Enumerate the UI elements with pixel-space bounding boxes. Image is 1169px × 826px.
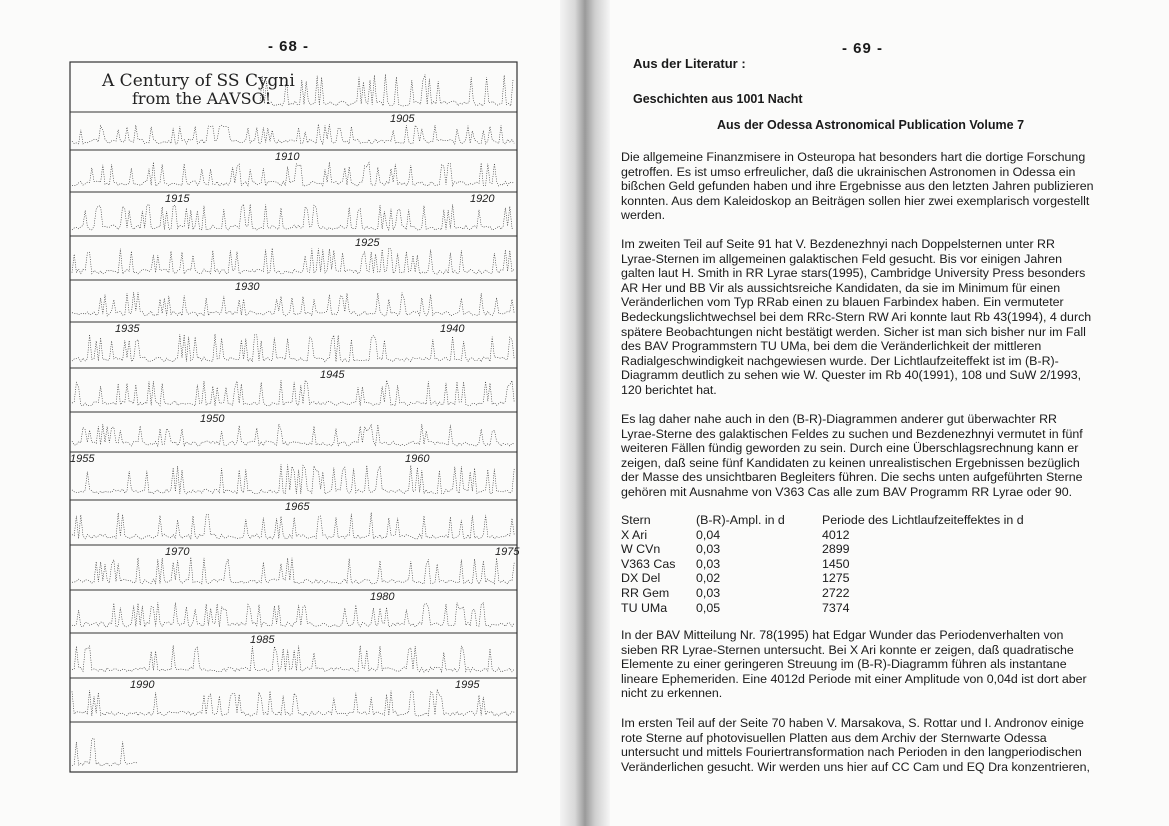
light-curve-strip [72,690,514,716]
text-line: sieben RR Lyrae-Sternen untersucht. Bei X Ari konnte er zeigen, daß quadratische [621,642,1074,657]
light-curve-strip [72,204,514,230]
ss-cygni-light-curve-chart [0,0,560,826]
article-title: Geschichten aus 1001 Nacht [633,92,803,106]
table-cell: 7374 [822,600,850,615]
text-line: weiteren Fällen fündig geworden zu sein. Durch eine Überschlagsrechnung kann er [621,441,1079,456]
star-table [621,513,1024,615]
table-row [621,528,1024,543]
text-line: werden. [621,208,666,223]
table-header-row [621,513,1024,528]
chart-subtitle: from the AAVSO! [132,89,272,108]
light-curve-strip [72,557,514,584]
light-curve-strip [72,380,514,406]
table-cell: 2899 [822,542,850,557]
table-cell: 0,05 [696,600,721,615]
text-line: Veränderlichen gesucht. Wir werden uns hier auf CC Cam und EQ Dra konzentrieren, [621,759,1091,774]
text-line: Es lag daher nahe auch in den (B-R)-Diagrammen anderer gut überwachter RR [621,412,1057,426]
table-cell: 0,03 [696,556,721,571]
text-line: Die allgemeine Finanzmisere in Osteuropa hat besonders hart die dortige Forschung [621,150,1086,164]
table-cell: 0,03 [696,542,721,557]
text-line: 120 berichtet hat. [621,382,717,397]
text-line: rote Sterne auf photovisuellen Platten aus dem Archiv der Sternwarte Odessa [621,730,1047,745]
text-line: untersucht und mittels Fouriertransformation nach Perioden in den langperiodischen [621,745,1082,760]
table-cell: DX Del [621,571,661,586]
year-label: 1920 [470,193,495,205]
text-line: Bedeckungslichtwechsel bei dem RRc-Stern RW Ari konnte laut Rb 43(1994), 4 durch [621,309,1092,324]
year-label: 1950 [200,413,225,425]
text-line: Veränderlichen vom Typ RRab einen zu blauen Farbindex haben. Ein vermuteter [621,295,1064,310]
table-cell: W CVn [621,542,661,557]
light-curve-strip [72,424,514,446]
year-label: 1990 [130,679,155,691]
light-curve-strip [72,464,514,494]
year-label: 1985 [250,634,275,646]
text-line: konnten. Aus dem Kaleidoskop an Beiträgen sollen hier zwei exemplarisch vorgestellt [621,193,1090,208]
text-line: nicht zu erkennen. [621,686,723,701]
table-row [621,557,1024,572]
text-line: lineare Ephemeriden. Eine 4012d Periode mit einer Amplitude von 0,04d ist dort aber [621,671,1087,686]
chart-title: A Century of SS Cygni [102,71,295,91]
article-subtitle: Aus der Odessa Astronomical Publication Volume 7 [717,118,1025,132]
table-header: Stern [621,513,651,527]
table-cell: 1450 [822,556,850,571]
text-line: AR Her und BB Vir als aussichtsreiche Kandidaten, da sie im Minimum für einen [621,280,1061,295]
paragraph [621,150,1111,223]
light-curve-strip [72,645,514,672]
table-cell: X Ari [621,527,648,542]
chart-frame [70,62,517,772]
year-label: 1930 [235,281,260,293]
text-line: galten laut H. Smith in RR Lyrae stars(1995), Cambridge University Press besonders [621,266,1086,281]
year-label: 1980 [370,591,395,603]
table-header: Periode des Lichtlaufzeiteffektes in d [822,513,1024,527]
text-line: getroffen. Es ist umso erfreulicher, daß die ukrainischen Astronomen in Odessa ein [621,164,1076,179]
table-row [621,542,1024,557]
year-label: 1960 [405,453,430,465]
text-line: Lyrae-Sternen im allgemeinen galaktischen Feld gesucht. Bis vor einigen Jahren [621,251,1063,266]
page-number-left: - 68 - [268,38,310,55]
year-label: 1995 [455,679,480,691]
text-line: zeigen, daß seine fünf Kandidaten zu keinen unrealistischen Ergebnissen bezüglich [621,455,1080,470]
paragraph [621,628,1111,701]
table-row [621,571,1024,586]
table-cell: TU UMa [621,600,668,615]
year-label: 1975 [495,546,520,558]
text-line: der Masse des unsichtbaren Begleiters führen. Die sechs unten aufgeführten Sterne [621,470,1083,485]
light-curve-strip [72,513,514,540]
table-header: (B-R)-Ampl. in d [696,513,785,527]
year-label: 1910 [275,151,300,163]
light-curve-strip [72,334,514,362]
text-line: Lyrae-Sterne des galaktischen Feldes zu suchen und Bezdenezhnyi vermutet in fünf [621,426,1083,441]
table-row [621,586,1024,601]
text-line: des BAV Programmstern TU UMa, bei dem die Veränderlichkeit der mittleren [621,339,1042,354]
table-cell: RR Gem [621,585,670,600]
table-cell: 1275 [822,571,850,586]
year-label: 1915 [165,193,190,205]
text-line: spätere Beobachtungen nicht bestätigt werden. Sicher ist man sich bisher nur im Fall [621,324,1086,339]
page-number-right: - 69 - [842,40,884,57]
text-line: gehören mit Ausnahme von V363 Cas alle zum BAV Programm RR Lyrae oder 90. [621,484,1073,499]
table-cell: 0,04 [696,527,721,542]
section-title: Aus der Literatur : [633,56,746,71]
light-curve-strip [72,292,514,316]
light-curve-strip [72,738,138,766]
text-line: In der BAV Mitteilung Nr. 78(1995) hat Edgar Wunder das Periodenverhalten von [621,628,1064,642]
text-line: Radialgeschwindigkeit nachgewiesen wurde. Der Lichtlaufzeiteffekt ist im (B-R)- [621,353,1059,368]
light-curve-strip [260,74,513,106]
light-curve-strip [72,162,514,186]
year-label: 1925 [355,237,380,249]
text-line: Diagramm deutlich zu sehen wie W. Quester im Rb 40(1991), 108 und SuW 2/1993, [621,368,1082,383]
year-label: 1905 [390,113,415,125]
text-line: Im zweiten Teil auf Seite 91 hat V. Bezdenezhnyi nach Doppelsternen unter RR [621,237,1055,251]
text-line: Elemente zu einer geringeren Streuung im (B-R)-Diagramm führen als instantane [621,657,1067,672]
table-cell: 0,02 [696,571,721,586]
table-cell: V363 Cas [621,556,676,571]
text-line: bißchen Geld gefunden haben und ihre Ergebnisse aus den letzten Jahren publizieren [621,179,1094,194]
year-label: 1970 [165,546,190,558]
year-label: 1945 [320,369,345,381]
table-row [621,601,1024,616]
table-cell: 0,03 [696,585,721,600]
year-label: 1955 [70,453,95,465]
light-curve-strip [72,124,514,144]
light-curve-strip [72,602,514,627]
year-label: 1940 [440,323,465,335]
year-label: 1965 [285,501,310,513]
table-cell: 4012 [822,527,850,542]
text-line: Im ersten Teil auf der Seite 70 haben V. Marsakova, S. Rottar und I. Andronov einige [621,716,1084,730]
paragraph [621,237,1111,398]
paragraph [621,716,1111,774]
book-spine [560,0,610,826]
table-cell: 2722 [822,585,850,600]
year-label: 1935 [115,323,140,335]
paragraph [621,412,1111,500]
light-curve-strip [72,248,514,274]
